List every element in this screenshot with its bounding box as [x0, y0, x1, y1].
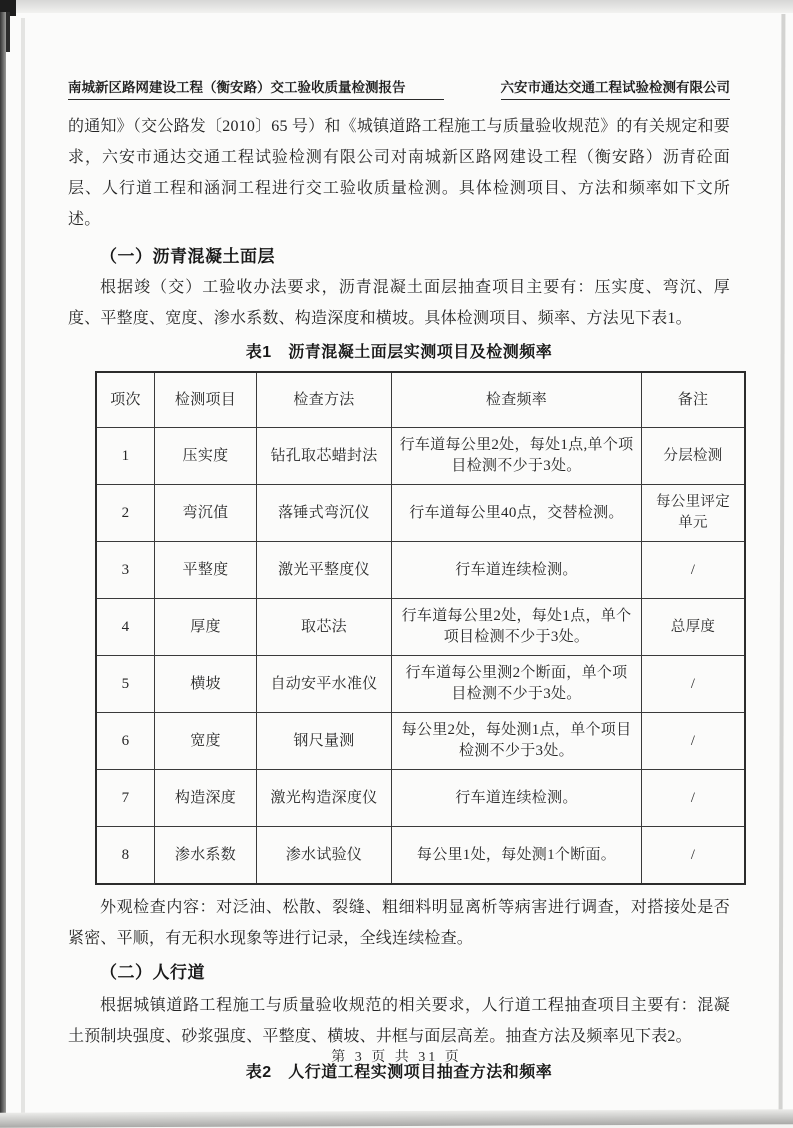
table-cell: 每公里2处，每处测1点，单个项目检测不少于3处。: [392, 713, 642, 770]
table-cell: 构造深度: [155, 770, 257, 827]
table-cell: 每公里1处，每处测1个断面。: [392, 827, 642, 885]
table-cell: 每公里评定单元: [642, 485, 746, 542]
table-cell: 厚度: [155, 599, 257, 656]
table-cell: /: [642, 542, 746, 599]
table-cell: 横坡: [155, 656, 257, 713]
table-cell: 3: [96, 542, 155, 599]
table-cell: 激光平整度仪: [257, 542, 392, 599]
scan-left-edge: [0, 12, 6, 1121]
page-content: [68, 76, 730, 1086]
table-cell: 6: [96, 713, 155, 770]
section-2-heading: （二）人行道: [100, 963, 205, 982]
table-row: [96, 599, 745, 656]
table-1: [95, 371, 746, 885]
table-cell: 行车道连续检测。: [392, 770, 642, 827]
table-cell: 1: [96, 428, 155, 485]
scan-bottom-edge: [0, 1109, 793, 1127]
table-cell: 4: [96, 599, 155, 656]
header-report-title: 南城新区路网建设工程（衡安路）交工验收质量检测报告: [68, 76, 444, 100]
table-cell: 宽度: [155, 713, 257, 770]
table-row: [96, 542, 745, 599]
table-row: [96, 656, 745, 713]
intro-paragraph: 的通知》（交公路发〔2010〕65 号）和《城镇道路工程施工与质量验收规范》的有关规定和要求，六安市通达交通工程试验检测有限公司对南城新区路网建设工程（衡安路）沥青砼面层、人行道工程和涵洞工程进行交工验收质量检测。具体检测项目、方法和频率如下文所述。: [68, 118, 730, 228]
column-header: 检测项目: [155, 372, 257, 428]
table-row: [96, 428, 745, 485]
table-cell: 行车道每公里40点，交替检测。: [392, 485, 642, 542]
table-cell: 钻孔取芯蜡封法: [257, 428, 392, 485]
column-header: 备注: [642, 372, 746, 428]
table-1-caption: 表1 沥青混凝土面层实测项目及检测频率: [245, 344, 553, 361]
table-row: [96, 770, 745, 827]
section-2-paragraph: 根据城镇道路工程施工与质量验收规范的相关要求，人行道工程抽查项目主要有：混凝土预制块强度、砂浆强度、平整度、横坡、井框与面层高差。抽查方法及频率见下表2。: [68, 997, 730, 1045]
table-cell: 行车道每公里2处，每处1点，单个项目检测不少于3处。: [392, 599, 642, 656]
table-cell: 落锤式弯沉仪: [257, 485, 392, 542]
table-row: [96, 827, 745, 885]
table-cell: 自动安平水准仪: [257, 656, 392, 713]
table-cell: 取芯法: [257, 599, 392, 656]
table-cell: /: [642, 656, 746, 713]
appearance-note-paragraph: 外观检查内容：对泛油、松散、裂缝、粗细料明显离析等病害进行调查，对搭接处是否紧密、平顺，有无积水现象等进行记录，全线连续检查。: [68, 899, 730, 947]
table-cell: 弯沉值: [155, 485, 257, 542]
table-cell: 激光构造深度仪: [257, 770, 392, 827]
table-cell: 5: [96, 656, 155, 713]
table-row: [96, 713, 745, 770]
table-cell: /: [642, 827, 746, 885]
scan-right-edge: [779, 14, 786, 1114]
table-cell: 平整度: [155, 542, 257, 599]
header-company-name: 六安市通达交通工程试验检测有限公司: [501, 76, 731, 100]
table-2-caption: 表2 人行道工程实测项目抽查方法和频率: [245, 1064, 553, 1081]
table-cell: 渗水试验仪: [257, 827, 392, 885]
column-header: 检查方法: [257, 372, 392, 428]
table-cell: /: [642, 713, 746, 770]
column-header: 项次: [96, 372, 155, 428]
table-cell: /: [642, 770, 746, 827]
table-cell: 分层检测: [642, 428, 746, 485]
table-cell: 8: [96, 827, 155, 885]
page-number-footer: 第 3 页 共 31 页: [331, 1050, 462, 1065]
table-cell: 行车道每公里测2个断面，单个项目检测不少于3处。: [392, 656, 642, 713]
table-cell: 总厚度: [642, 599, 746, 656]
table-cell: 2: [96, 485, 155, 542]
scan-binding-fold-line: [21, 18, 25, 1113]
scan-top-edge: [0, 0, 793, 13]
table-header-row: [96, 372, 745, 428]
page-header: [68, 76, 730, 100]
table-cell: 行车道每公里2处，每处1点,单个项目检测不少于3处。: [392, 428, 642, 485]
column-header: 检查频率: [392, 372, 642, 428]
table-row: [96, 485, 745, 542]
table-cell: 渗水系数: [155, 827, 257, 885]
table-cell: 钢尺量测: [257, 713, 392, 770]
table-cell: 7: [96, 770, 155, 827]
table-cell: 行车道连续检测。: [392, 542, 642, 599]
table-cell: 压实度: [155, 428, 257, 485]
section-1-paragraph: 根据竣（交）工验收办法要求，沥青混凝土面层抽查项目主要有：压实度、弯沉、厚度、平整度、宽度、渗水系数、构造深度和横坡。具体检测项目、频率、方法见下表1。: [68, 279, 730, 327]
section-1-heading: （一）沥青混凝土面层: [100, 247, 275, 266]
